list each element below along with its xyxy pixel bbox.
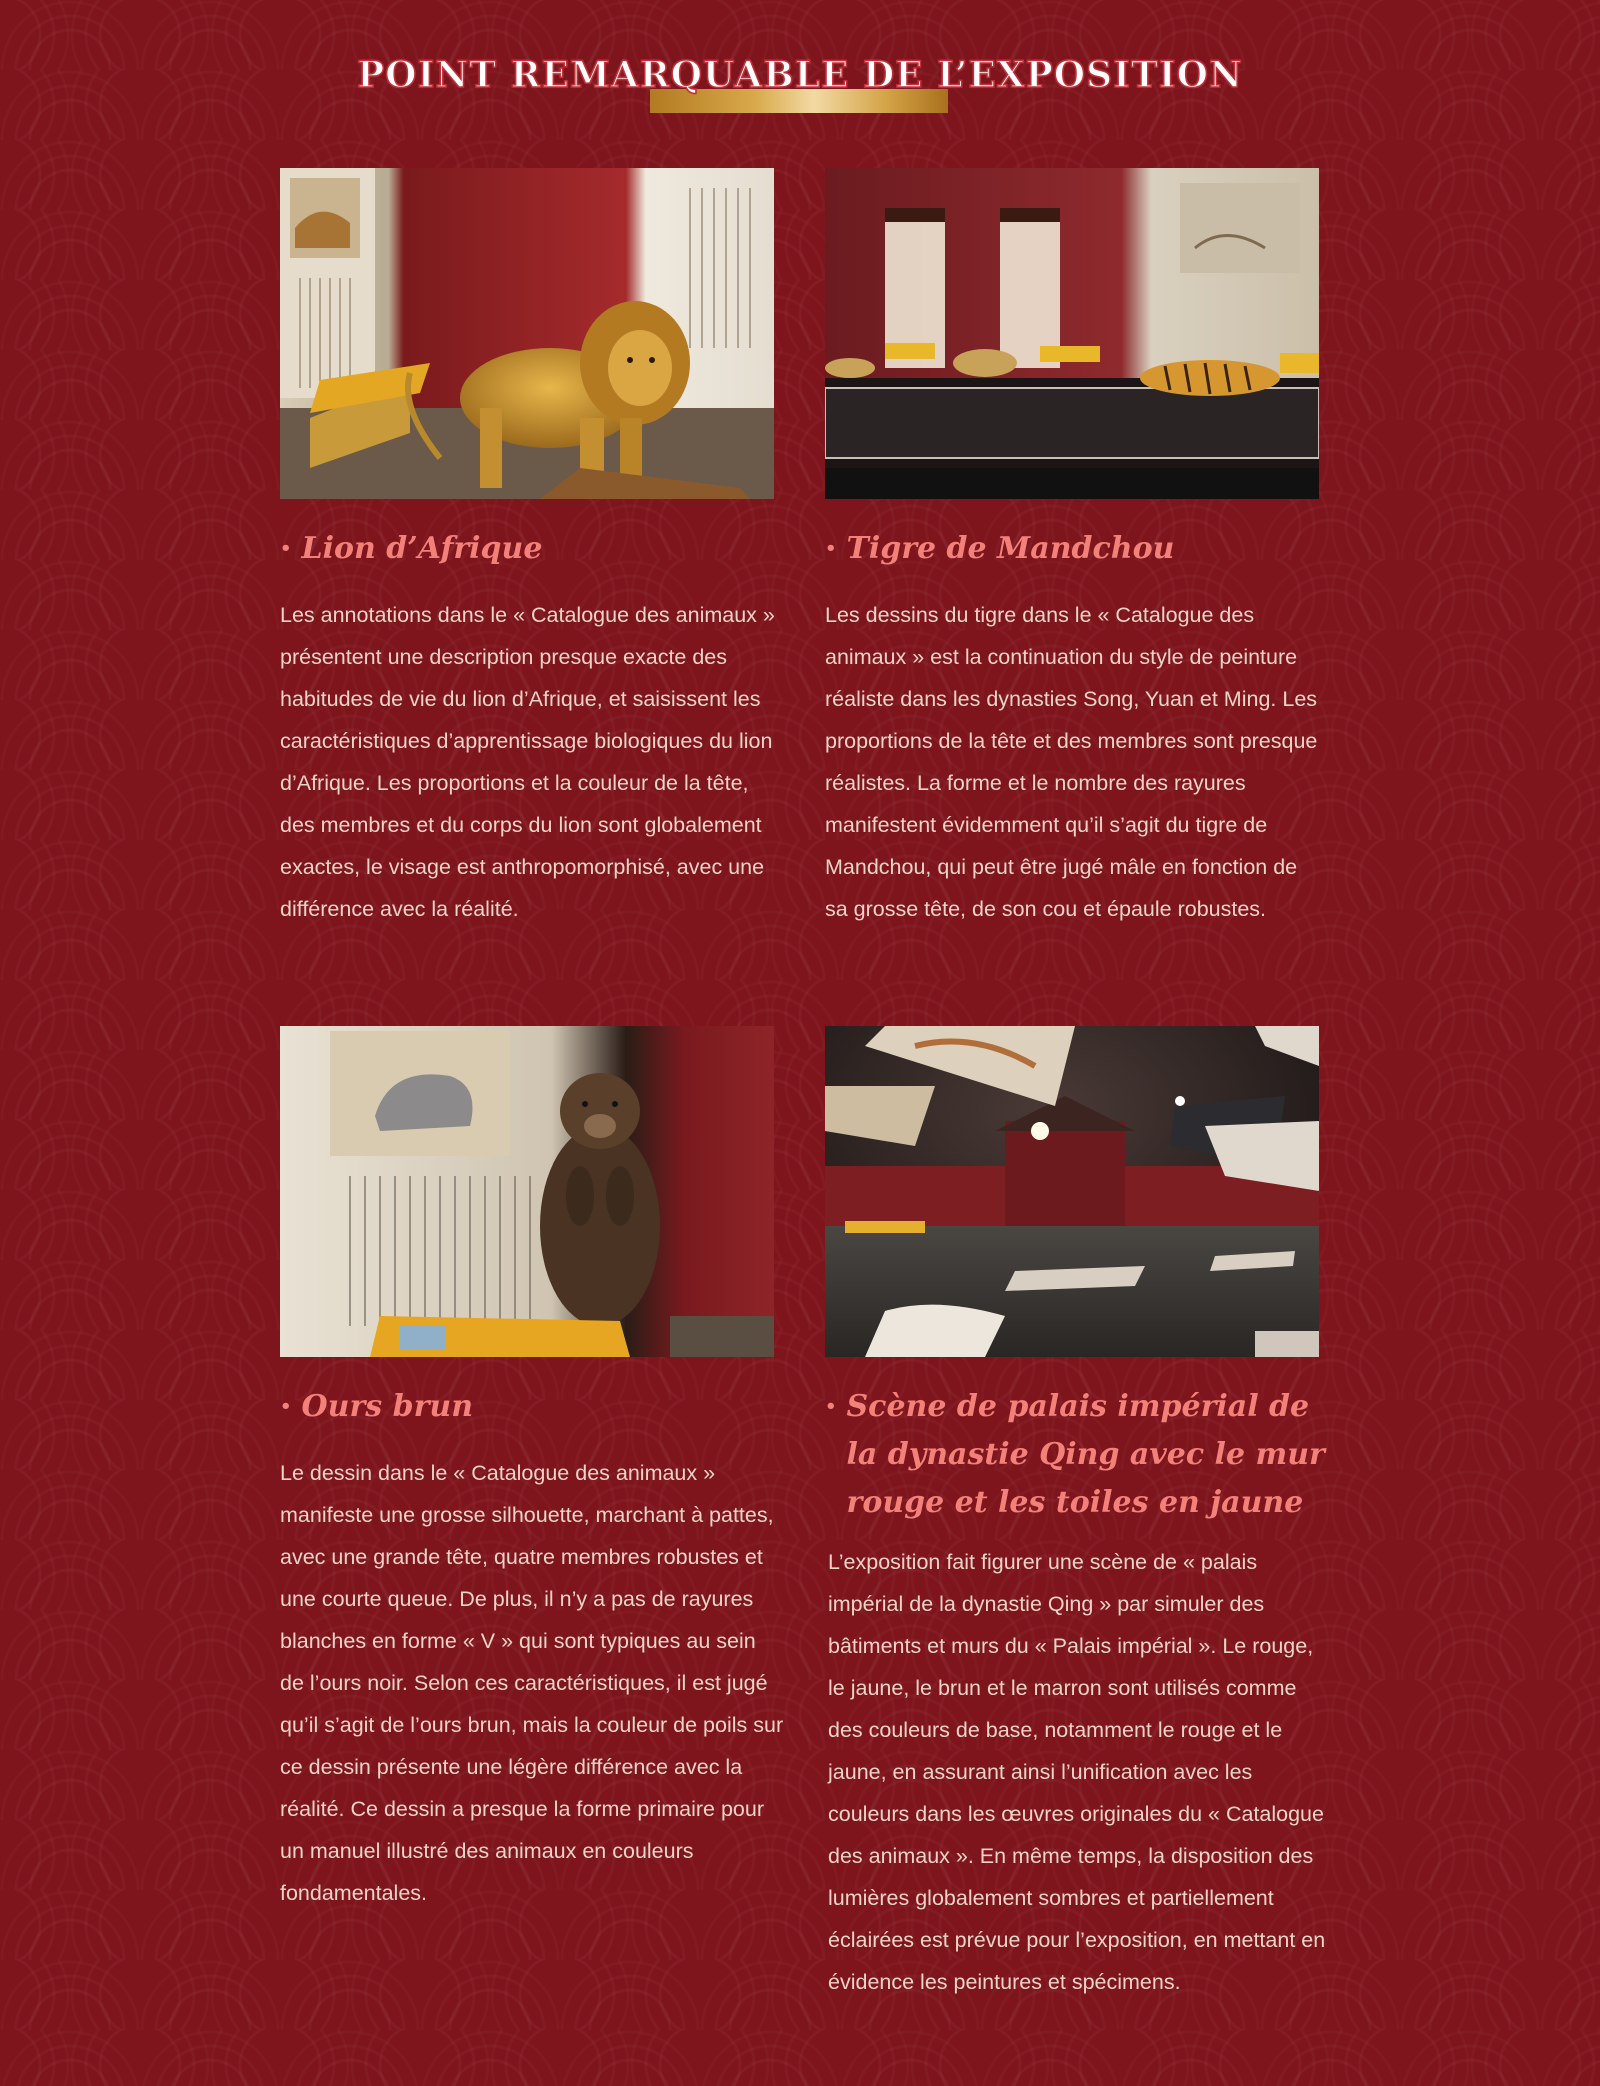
- exhibit-heading-palais: [825, 1383, 1345, 1527]
- lion-illustration: [280, 168, 774, 499]
- exhibit-description-palais: L’exposition fait figurer une scène de « palais impérial de la dynastie Qing » par simuler des bâtiments et murs du « Palais impérial ». Le rouge, le jaune, le brun et le marron sont utilisés comme des couleurs de base, notamment le rouge et le jaune, en assurant ainsi l’unification avec les couleurs dans les œuvres originales du « Catalogue des animaux ». En même temps, la disposition des lumières globalement sombres et partiellement éclairées est prévue pour l’exposition, en mettant en évidence les peintures et spécimens.: [828, 1550, 1326, 1994]
- exhibit-heading-tigre: [825, 525, 1174, 573]
- bullet-icon: •: [825, 1396, 837, 1417]
- exhibit-heading-text: Lion d’Afrique: [301, 531, 543, 566]
- exhibit-description-lion: Les annotations dans le « Catalogue des animaux » présentent une description presque exacte des habitudes de vie du lion d’Afrique, et saisissent les caractéristiques d’apprentissage biologiques du lion d’Afrique. Les proportions et la couleur de la tête, des membres et du corps du lion sont globalement exactes, le visage est anthropomorphisé, avec une différence avec la réalité.: [280, 603, 775, 921]
- ours-illustration: [280, 1026, 774, 1357]
- palais-photo: [825, 1026, 1319, 1357]
- exhibit-heading-lion: [280, 525, 542, 573]
- page-title: POINT REMARQUABLE DE L’EXPOSITION: [357, 54, 1243, 96]
- exhibit-heading-ours: [280, 1383, 473, 1431]
- tigre-illustration: [825, 168, 1319, 499]
- ours-photo: [280, 1026, 774, 1357]
- exhibit-description-tigre: Les dessins du tigre dans le « Catalogue des animaux » est la continuation du style de peinture réaliste dans les dynasties Song, Yuan et Ming. Les proportions de la tête et des membres sont presque réalistes. La forme et le nombre des rayures manifestent évidemment qu’il s’agit du tigre de Mandchou, qui peut être jugé mâle en fonction de sa grosse tête, de son cou et épaule robustes.: [825, 603, 1318, 921]
- exhibit-description-ours: Le dessin dans le « Catalogue des animaux » manifeste une grosse silhouette, marchant à pattes, avec une grande tête, quatre membres robustes et une courte queue. De plus, il n’y a pas de rayures blanches en forme « V » qui sont typiques au sein de l’ours noir. Selon ces caractéristiques, il est jugé qu’il s’agit de l’ours brun, mais la couleur de poils sur ce dessin présente une légère différence avec la réalité. Ce dessin a presque la forme primaire pour un manuel illustré des animaux en couleurs fondamentales.: [280, 1461, 784, 1905]
- exhibit-heading-text: Ours brun: [301, 1389, 474, 1424]
- bullet-icon: •: [825, 538, 837, 559]
- palais-illustration: [825, 1026, 1319, 1357]
- bullet-icon: •: [280, 538, 292, 559]
- exhibit-heading-text: Tigre de Mandchou: [846, 531, 1175, 566]
- tigre-photo: [825, 168, 1319, 499]
- exhibit-heading-text: Scène de palais impérial de la dynastie Qing avec le mur rouge et les toiles en jaune: [846, 1389, 1325, 1520]
- page-header: [0, 50, 1600, 120]
- bullet-icon: •: [280, 1396, 292, 1417]
- lion-photo: [280, 168, 774, 499]
